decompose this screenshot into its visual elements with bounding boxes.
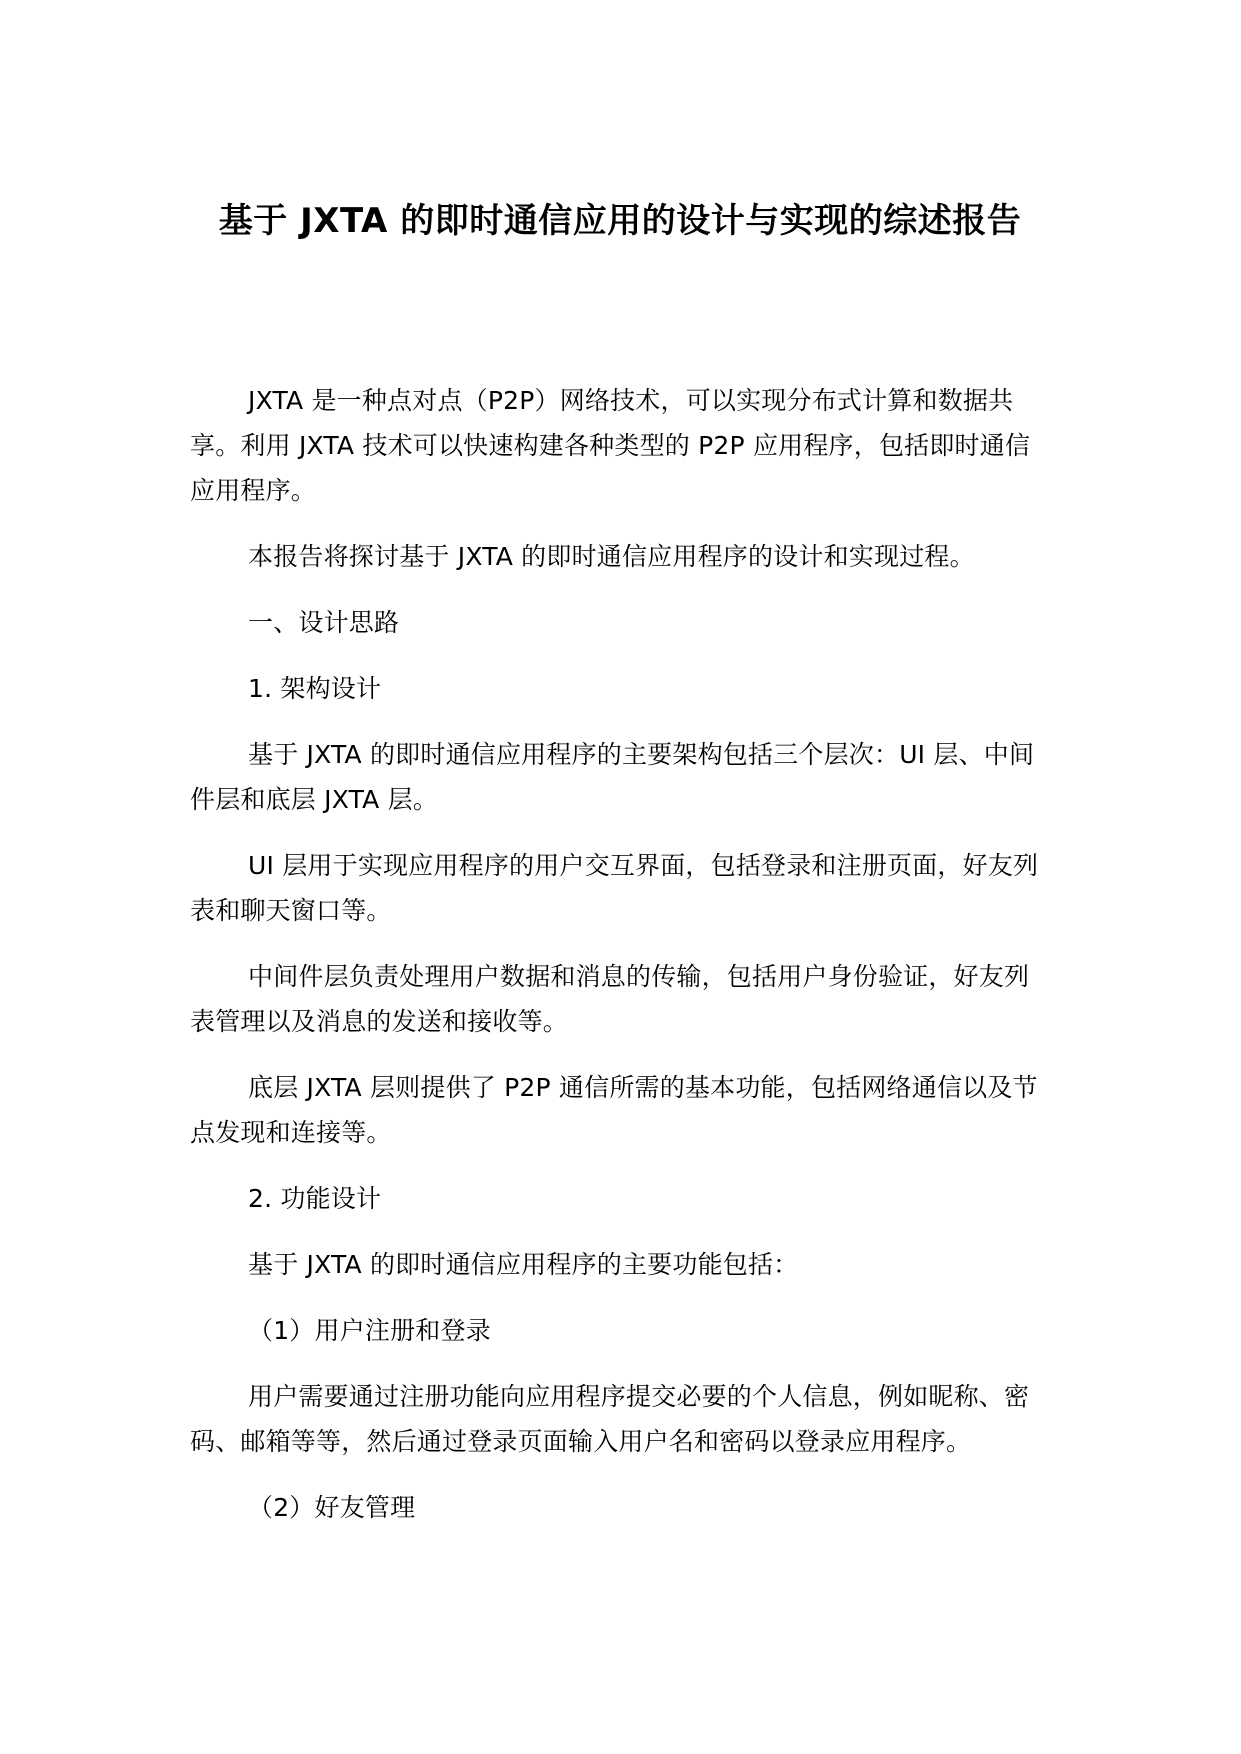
- subsection-heading-function-design: 2. 功能设计: [248, 1184, 382, 1213]
- paragraph-ui-layer: UI 层用于实现应用程序的用户交互界面，包括登录和注册页面，好友列表和聊天窗口等。: [190, 851, 1039, 925]
- paragraph-jxta-layer: 底层 JXTA 层则提供了 P2P 通信所需的基本功能，包括网络通信以及节点发现和连接等。: [190, 1073, 1038, 1147]
- paragraph-register-login: 用户需要通过注册功能向应用程序提交必要的个人信息，例如昵称、密码、邮箱等等，然后通过登录页面输入用户名和密码以登录应用程序。: [190, 1382, 1030, 1456]
- paragraph-main-functions: 基于 JXTA 的即时通信应用程序的主要功能包括：: [248, 1250, 799, 1279]
- subsection-heading-architecture: 1. 架构设计: [248, 674, 382, 703]
- paragraph-architecture-overview: 基于 JXTA 的即时通信应用程序的主要架构包括三个层次：UI 层、中间件层和底层 JXTA 层。: [190, 740, 1035, 814]
- section-heading-design-approach: 一、设计思路: [248, 608, 400, 637]
- paragraph-middleware-layer: 中间件层负责处理用户数据和消息的传输，包括用户身份验证，好友列表管理以及消息的发送和接收等。: [190, 962, 1030, 1036]
- document-title: 基于 JXTA 的即时通信应用的设计与实现的综述报告: [218, 201, 1022, 241]
- document-body: [190, 378, 1050, 1551]
- item-heading-friend-management: （2）好友管理: [248, 1493, 416, 1522]
- paragraph-intro: JXTA 是一种点对点（P2P）网络技术，可以实现分布式计算和数据共享。利用 JXTA 技术可以快速构建各种类型的 P2P 应用程序，包括即时通信应用程序。: [190, 386, 1031, 505]
- paragraph-report-scope: 本报告将探讨基于 JXTA 的即时通信应用程序的设计和实现过程。: [248, 542, 975, 571]
- item-heading-register-login: （1）用户注册和登录: [248, 1316, 491, 1345]
